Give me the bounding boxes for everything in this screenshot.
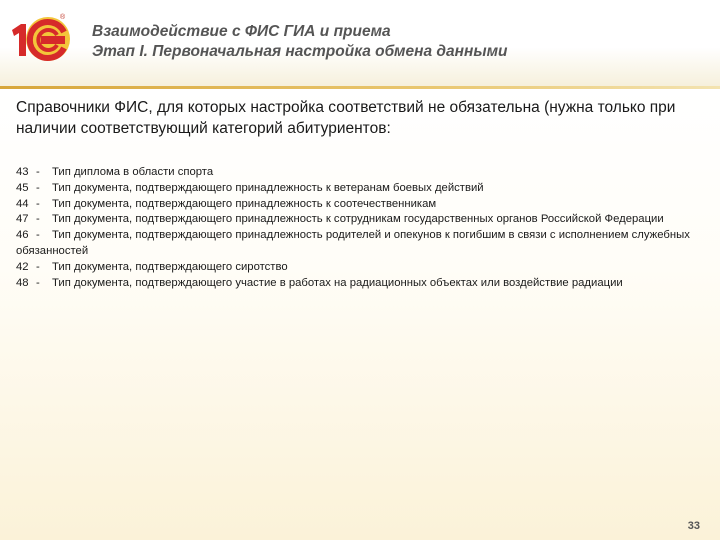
item-separator: - (36, 260, 40, 273)
title-line-1: Взаимодействие с ФИС ГИА и приема (92, 23, 391, 40)
item-code: 45 (16, 181, 29, 194)
slide-body (0, 89, 720, 540)
item-separator: - (36, 197, 40, 210)
title-line-2: Этап I. Первоначальная настройка обмена данными (92, 43, 508, 60)
page-number: 33 (687, 520, 700, 532)
item-separator: - (36, 166, 40, 178)
slide-header (0, 0, 720, 86)
list-item (16, 181, 706, 197)
item-text: Тип документа, подтверждающего принадлежность родителей и опекунов к погибшим в связи с исполнением служебных обязанностей (16, 229, 690, 257)
item-text: Тип документа, подтверждающего принадлежность к ветеранам боевых действий (52, 181, 484, 194)
list-item (16, 197, 706, 213)
item-separator: - (36, 181, 40, 194)
intro-paragraph: Справочники ФИС, для которых настройка соответствий не обязательна (нужна только при наличии соответствующий категорий абитуриентов: (16, 99, 676, 137)
item-separator: - (36, 276, 40, 289)
list-item (16, 212, 706, 228)
item-text: Тип документа, подтверждающего принадлежность к сотрудникам государственных органов Российской Федерации (52, 213, 664, 226)
item-code: 47 (16, 213, 29, 226)
item-code: 48 (16, 276, 29, 289)
item-text: Тип документа, подтверждающего сиротство (52, 260, 288, 273)
item-text: Тип диплома в области спорта (52, 166, 214, 178)
item-code: 44 (16, 197, 29, 210)
list-item (16, 165, 706, 181)
item-separator: - (36, 213, 40, 226)
item-code: 42 (16, 260, 29, 273)
item-code: 43 (16, 166, 29, 178)
registered-mark: ® (60, 14, 66, 21)
item-separator: - (36, 229, 40, 242)
slide-title (92, 22, 702, 62)
list-item (16, 228, 706, 260)
item-text: Тип документа, подтверждающего принадлежность к соотечественникам (52, 197, 437, 210)
item-text: Тип документа, подтверждающего участие в работах на радиационных объектах или воздействие радиации (52, 276, 623, 289)
list-item (16, 276, 706, 292)
1c-logo (8, 14, 74, 64)
directory-list (16, 165, 706, 291)
item-code: 46 (16, 229, 29, 242)
list-item (16, 260, 706, 276)
